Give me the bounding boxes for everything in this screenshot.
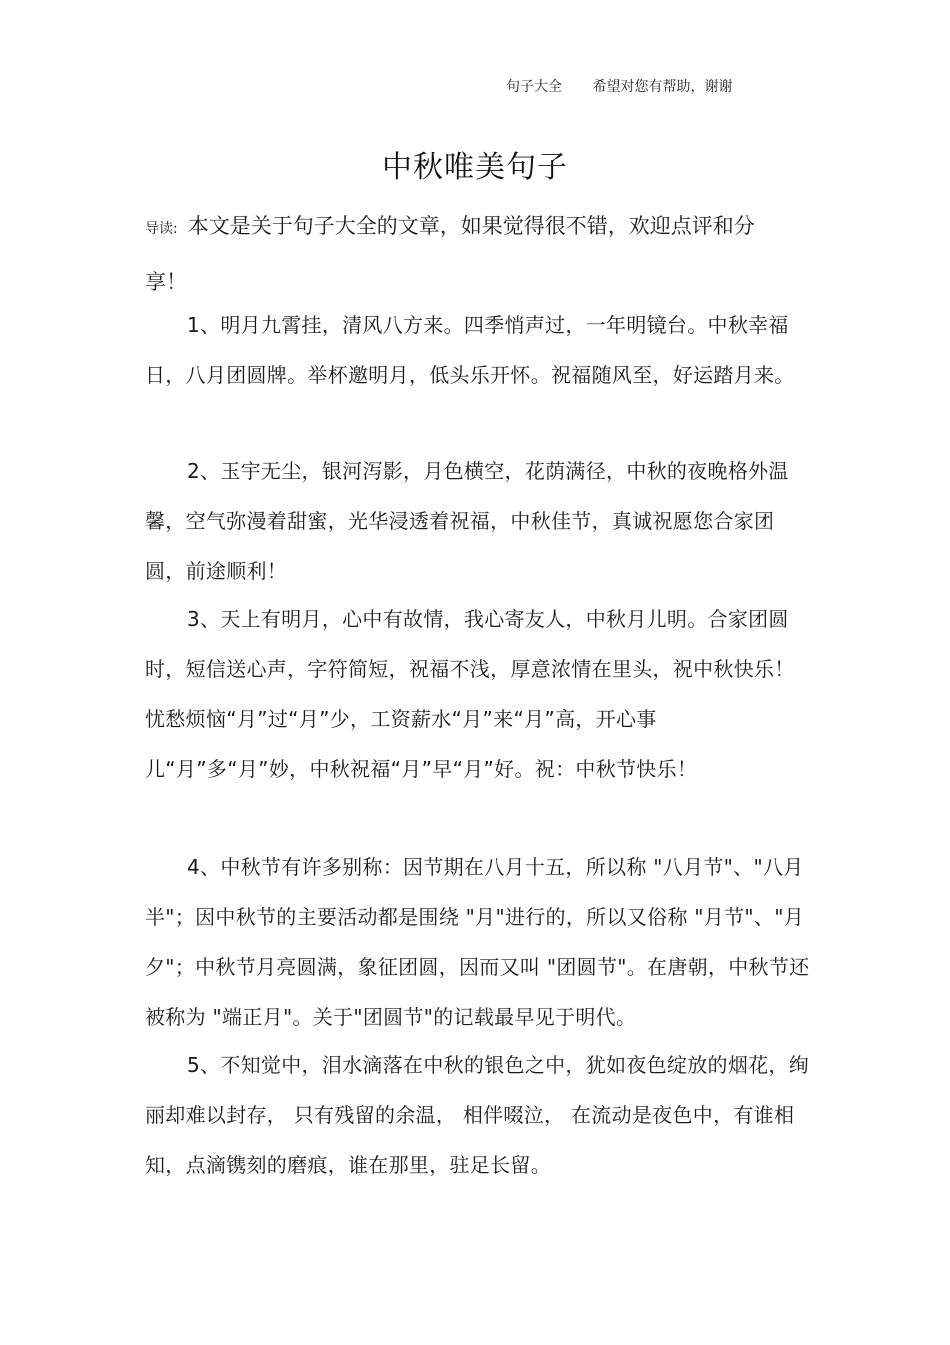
intro-text: 本文是关于句子大全的文章，如果觉得很不错，欢迎点评和分享！	[145, 214, 755, 294]
paragraph-5: 5、不知觉中，泪水滴落在中秋的银色之中，犹如夜色绽放的烟花，绚丽却难以封存， 只有残留的余温， 相伴啜泣， 在流动是夜色中，有谁相知，点滴镌刻的磨痕，谁在那里，驻足长留。	[145, 1053, 810, 1177]
paragraph-1: 1、明月九霄挂，清风八方来。四季悄声过，一年明镜台。中秋幸福日，八月团圆牌。举杯邀明月，低头乐开怀。祝福随风至，好运踏月来。	[145, 313, 795, 387]
header-tagline: 希望对您有帮助，谢谢	[592, 79, 733, 95]
intro-label: 导读:	[145, 221, 178, 237]
page-title: 中秋唯美句子	[382, 150, 568, 185]
paragraph-2: 2、玉宇无尘，银河泻影，月色横空，花荫满径，中秋的夜晚格外温馨，空气弥漫着甜蜜，光华浸透着祝福，中秋佳节，真诚祝愿您合家团圆，前途顺利！	[145, 459, 789, 583]
paragraph-3: 3、天上有明月，心中有故情，我心寄友人，中秋月儿明。合家团圆时，短信送心声，字符简短，祝福不浅，厚意浓情在里头，祝中秋快乐！忧愁烦恼“月”过“月”少，工资薪水“月”来“月”高，开心事儿“月”多“月”妙，中秋祝福“月”早“月”好。祝：中秋节快乐！	[145, 607, 795, 781]
header-site-name: 句子大全	[506, 79, 562, 95]
page-header	[506, 76, 732, 96]
paragraph-4: 4、中秋节有许多别称：因节期在八月十五，所以称 "八月节"、"八月半"；因中秋节的主要活动都是围绕 "月"进行的，所以又俗称 "月节"、"月夕"；中秋节月亮圆满，象征团圆，因而又叫 "团圆节"。在唐朝，中秋节还被称为 "端正月"。关于"团圆节"的记载最早见于明代。	[145, 855, 810, 1029]
intro-block	[145, 200, 785, 309]
